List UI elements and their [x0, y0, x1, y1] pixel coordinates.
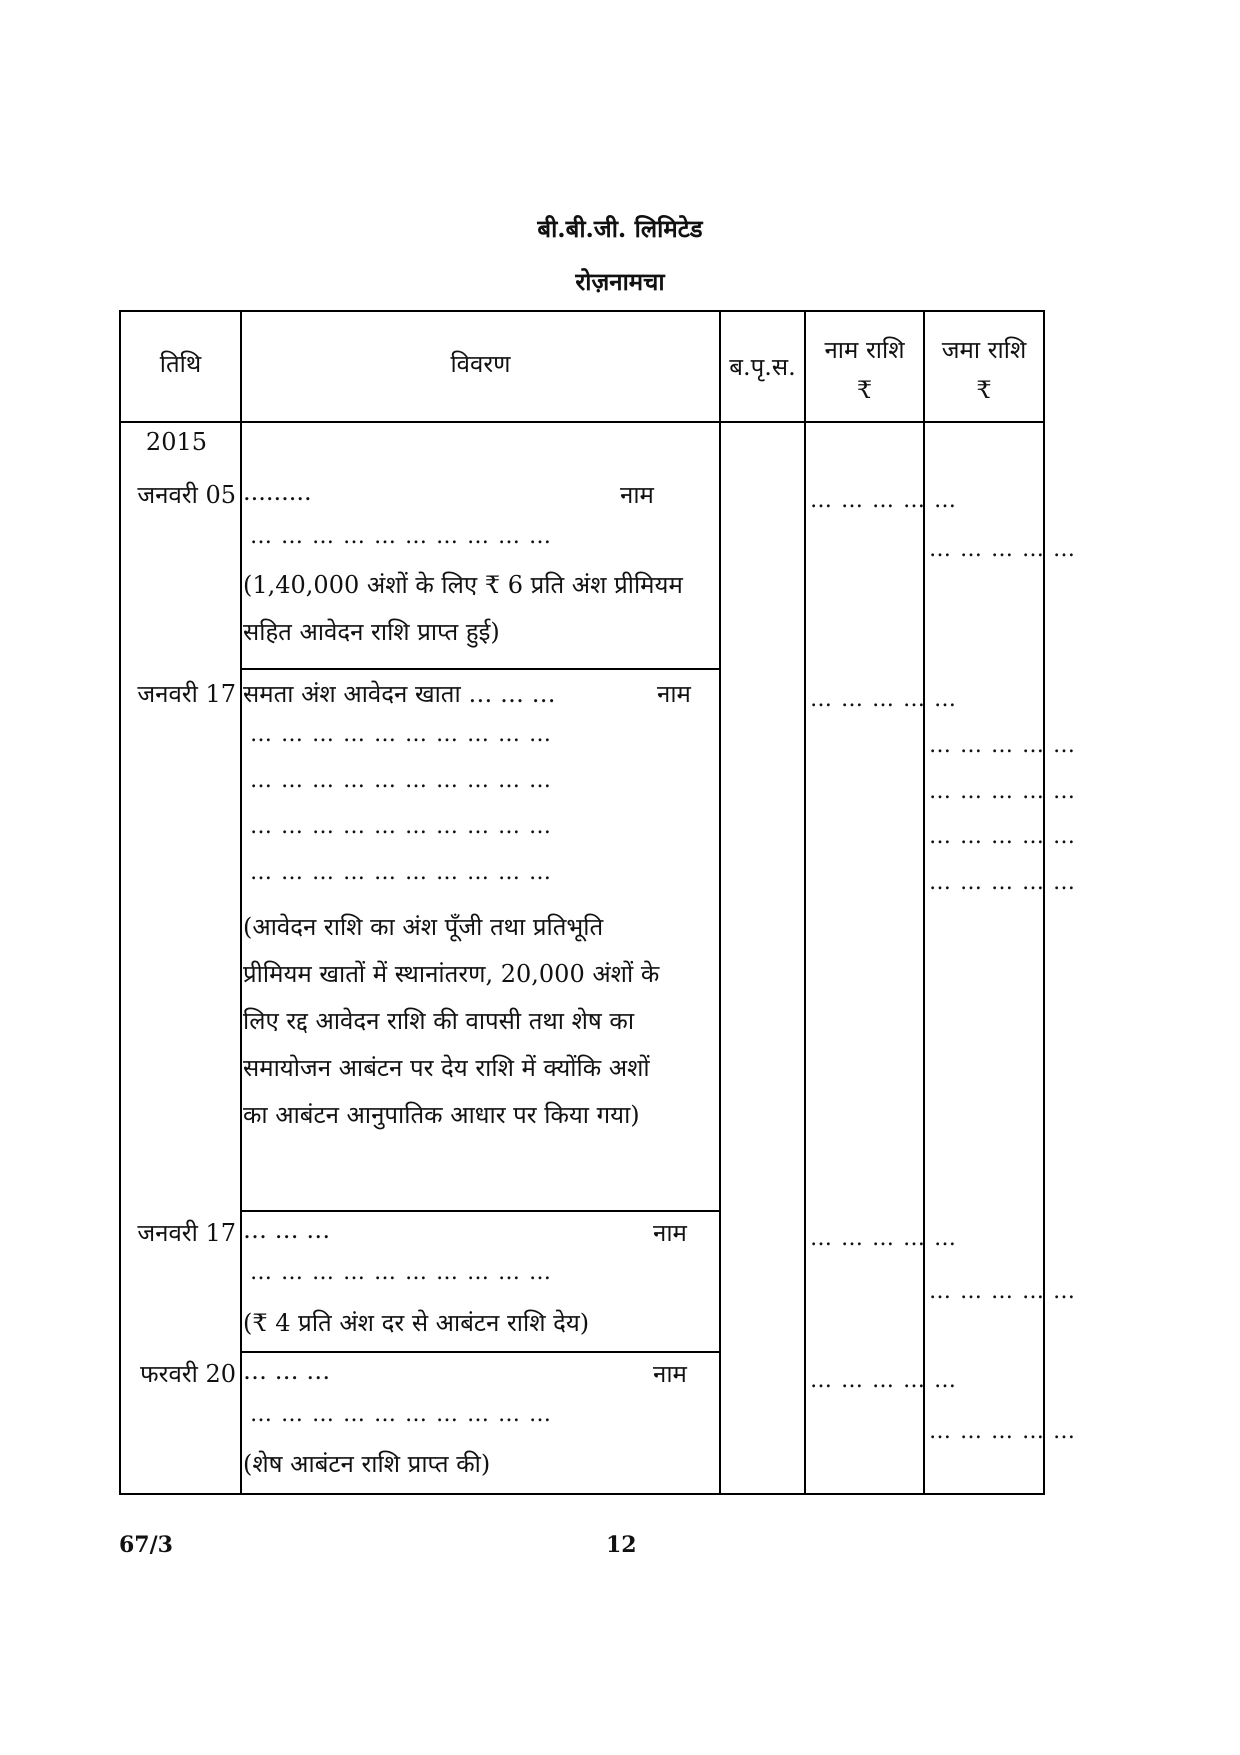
journal-title: रोज़नामचा [575, 267, 665, 296]
table-bottom-border [119, 1493, 1045, 1495]
narration-line: प्रीमियम खातों में स्थानांतरण, 20,000 अंशों के [243, 960, 660, 988]
credit-amount: … … … … … [929, 824, 1076, 849]
credit-amount: … … … … … [929, 537, 1076, 562]
credit-amount: … … … … … [929, 1419, 1076, 1444]
page-number: 12 [606, 1532, 637, 1558]
credit-account-line: … … … … … … … … … … [250, 1402, 552, 1427]
debit-amount: … … … … … [810, 687, 957, 712]
entry-separator [240, 1351, 721, 1353]
narration-line: (शेष आबंटन राशि प्राप्त की) [243, 1450, 491, 1478]
paper-code: 67/3 [119, 1532, 173, 1558]
dr-label: नाम [620, 481, 654, 509]
entry-year: 2015 [145, 428, 207, 456]
dr-label: नाम [653, 1360, 687, 1388]
header-credit-symbol: ₹ [976, 376, 992, 404]
credit-amount: … … … … … [929, 870, 1076, 895]
entry-date: फरवरी 20 [140, 1360, 236, 1388]
header-debit-symbol: ₹ [856, 376, 873, 404]
credit-account-line: … … … … … … … … … … [250, 768, 552, 793]
entry-separator [240, 1210, 721, 1212]
header-lf: ब.पृ.स. [729, 353, 796, 381]
credit-account-line: … … … … … … … … … … [250, 860, 552, 885]
narration-line: का आबंटन आनुपातिक आधार पर किया गया) [243, 1101, 640, 1129]
narration-line: समायोजन आबंटन पर देय राशि में क्योंकि अशों [243, 1054, 650, 1082]
debit-account-line: … … … [243, 1216, 331, 1244]
dr-label: नाम [657, 680, 691, 708]
entry-date: जनवरी 17 [137, 680, 236, 708]
credit-account-line: … … … … … … … … … … [250, 814, 552, 839]
credit-account-line: … … … … … … … … … … [250, 524, 552, 549]
narration-line: लिए रद्द आवेदन राशि की वापसी तथा शेष का [243, 1007, 635, 1035]
credit-amount: … … … … … [929, 733, 1076, 758]
table-left-border [119, 310, 121, 1495]
credit-account-line: … … … … … … … … … … [250, 722, 552, 747]
table-right-border [1043, 310, 1045, 1495]
company-name: बी.बी.जी. लिमिटेड [537, 214, 703, 243]
debit-amount: … … … … … [810, 1226, 957, 1251]
narration-line: (₹ 4 प्रति अंश दर से आबंटन राशि देय) [243, 1309, 590, 1337]
debit-account-line: ......... [243, 478, 312, 506]
debit-amount: … … … … … [810, 488, 957, 513]
date-column-divider [240, 310, 242, 1495]
debit-account-line: समता अंश आवेदन खाता … … … [243, 680, 556, 708]
table-top-border [119, 310, 1045, 312]
particulars-column-divider [719, 310, 721, 1495]
lf-column-divider [804, 310, 806, 1495]
header-bottom-border [119, 421, 1045, 423]
entry-date: जनवरी 17 [137, 1219, 236, 1247]
header-debit-label: नाम राशि [824, 336, 905, 364]
header-credit-label: जमा राशि [941, 336, 1027, 364]
entry-separator [240, 668, 721, 670]
credit-account-line: … … … … … … … … … … [250, 1260, 552, 1285]
credit-amount: … … … … … [929, 1279, 1076, 1304]
header-date: तिथि [159, 350, 202, 378]
debit-amount: … … … … … [810, 1368, 957, 1393]
narration-line: (आवेदन राशि का अंश पूँजी तथा प्रतिभूति [243, 913, 604, 941]
entry-date: जनवरी 05 [137, 481, 236, 509]
narration-line: सहित आवेदन राशि प्राप्त हुई) [243, 618, 500, 646]
debit-account-line: … … … [243, 1357, 331, 1385]
credit-amount: … … … … … [929, 779, 1076, 804]
narration-line: (1,40,000 अंशों के लिए ₹ 6 प्रति अंश प्रीमियम [243, 571, 683, 599]
header-particulars: विवरण [450, 350, 511, 378]
dr-label: नाम [653, 1219, 687, 1247]
